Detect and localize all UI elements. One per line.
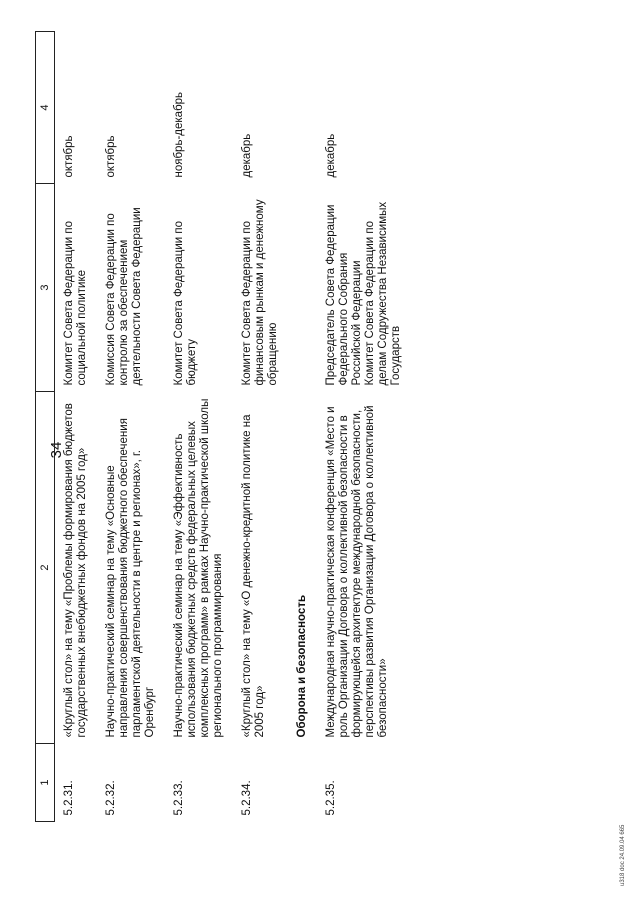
- responsible-line: Комитет Совета Федерации по делам Содружества Независимых Государств: [364, 201, 402, 386]
- event-term: декабрь: [325, 133, 337, 178]
- event-term: октябрь: [105, 135, 117, 178]
- table-row: [317, 32, 411, 822]
- responsible-body: Комиссия Совета Федерации по контролю за обеспечением деятельности Совета Федерации: [105, 207, 143, 386]
- row-number: 5.2.32.: [105, 780, 117, 816]
- row-number: 5.2.31.: [63, 780, 75, 816]
- page-number: 34: [48, 441, 65, 459]
- event-description: Научно-практический семинар на тему «Эффективность использования бюджетных средств федеральных целевых комплексных программ» в рамках Научно-практической школы регионального программирования: [173, 398, 224, 738]
- row-number: 5.2.34.: [241, 780, 253, 816]
- column-header-1: 1: [36, 744, 55, 822]
- responsible-line: Председатель Совета Федерации Федерального Собрания Российской Федерации: [325, 204, 363, 386]
- responsible-body: Комитет Совета Федерации по финансовым рынкам и денежному обращению: [241, 199, 279, 386]
- event-description: «Круглый стол» на тему «О денежно-кредитной политике на 2005 год»: [241, 414, 266, 738]
- table-row: [97, 32, 165, 822]
- responsible-body: Комитет Совета Федерации по бюджету: [173, 221, 198, 386]
- event-description: Научно-практический семинар на тему «Основные направления совершенствования бюджетного обеспечения парламентской деятельности в центре и регионах», г. Оренбург: [105, 418, 156, 738]
- table-row: [165, 32, 233, 822]
- column-header-2: 2: [36, 392, 55, 744]
- section-heading-row: [288, 32, 317, 822]
- event-description: Международная научно-практическая конференция «Место и роль Организации Договора о коллективной безопасности в формирующейся архитектуре международной безопасности, перспективы развития Организации Договора о коллективной безопасности»: [325, 405, 389, 738]
- event-term: ноябрь-декабрь: [173, 91, 185, 178]
- event-description: «Круглый стол» на тему «Проблемы формирования бюджетов государственных внебюджетных фондов на 2005 год»: [63, 403, 88, 738]
- responsible-body: [317, 184, 411, 392]
- event-term: декабрь: [241, 133, 253, 178]
- column-header-3: 3: [36, 184, 55, 392]
- footer-code: u318 doc 24.09.04 665: [620, 824, 626, 886]
- responsible-body: Комитет Совета Федерации по социальной политике: [63, 221, 88, 386]
- table-header-row: [36, 32, 55, 822]
- table-row: [233, 32, 288, 822]
- row-number: 5.2.33.: [173, 780, 185, 816]
- table-row: [55, 32, 98, 822]
- section-title: Оборона и безопасность: [296, 594, 308, 738]
- events-table: [35, 31, 411, 822]
- column-header-4: 4: [36, 32, 55, 184]
- row-number: 5.2.35.: [325, 780, 337, 816]
- event-term: октябрь: [63, 135, 75, 178]
